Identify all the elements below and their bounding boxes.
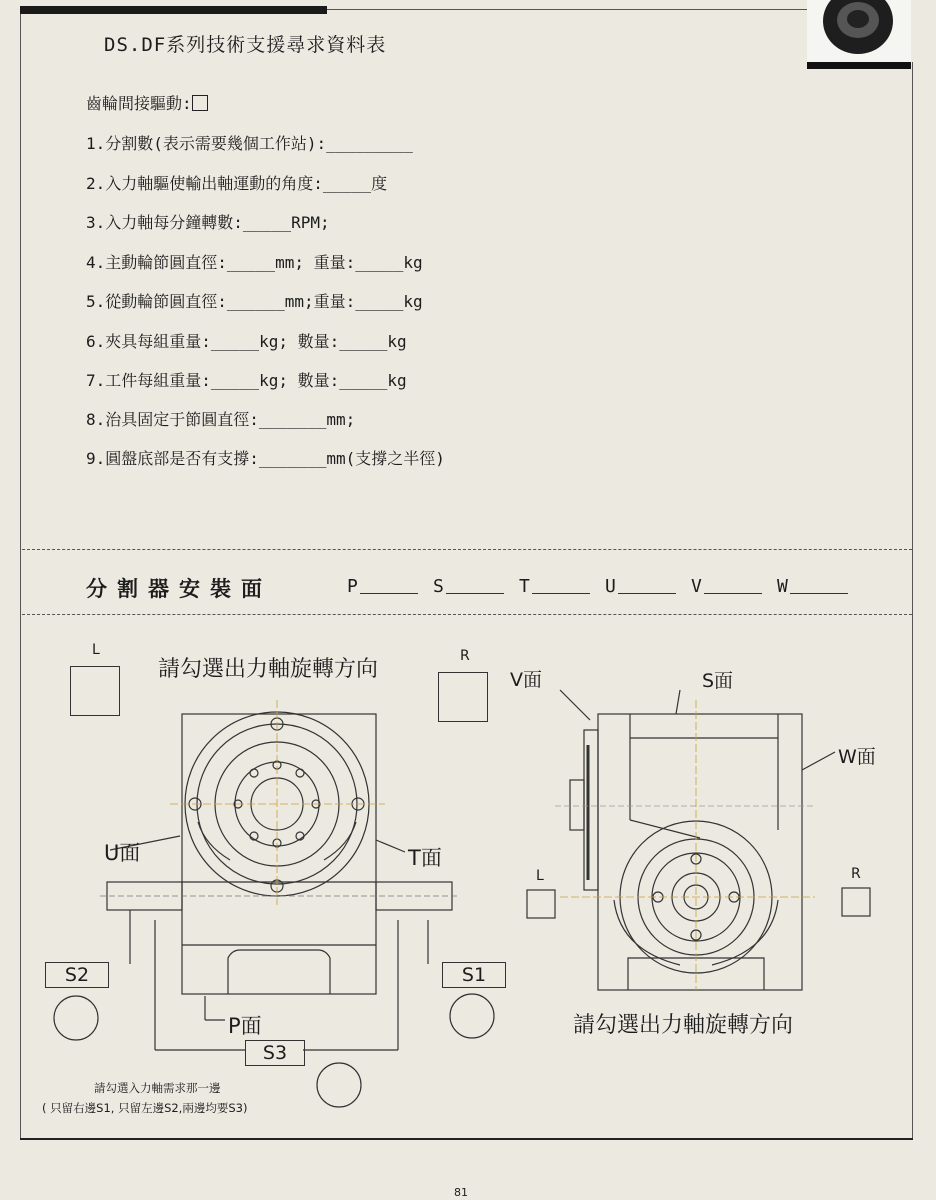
form-item-7: 7.工件每組重量:_____kg; 數量:_____kg <box>86 371 407 390</box>
p-face-label: P面 <box>228 1014 262 1038</box>
input-shaft-note: 請勾選入力軸需求那一邊 <box>94 1081 221 1095</box>
left-r-checkbox[interactable] <box>438 672 488 722</box>
form-item-1: 1.分割數(表示需要幾個工作站):_________ <box>86 134 413 153</box>
u-face-label: U面 <box>104 841 141 865</box>
form-item-5: 5.從動輪節圓直徑:______mm;重量:_____kg <box>86 292 423 311</box>
s1-option[interactable]: S1 <box>442 962 506 988</box>
right-r-label: R <box>851 866 861 882</box>
left-rotation-heading: 請勾選出力軸旋轉方向 <box>158 657 379 682</box>
face-label-t: T <box>519 576 530 597</box>
form-item-8: 8.治具固定于節圓直徑:_______mm; <box>86 410 356 429</box>
left-r-label: R <box>460 648 470 664</box>
page-title: DS.DF系列技術支援尋求資料表 <box>104 34 387 56</box>
right-indexer-drawing <box>527 690 870 990</box>
s-face-label: S面 <box>702 670 734 692</box>
s3-option[interactable]: S3 <box>245 1040 305 1066</box>
form-item-4: 4.主動輪節圓直徑:_____mm; 重量:_____kg <box>86 253 423 272</box>
s2-option[interactable]: S2 <box>45 962 109 988</box>
gear-drive-label: 齒輪間接驅動: <box>86 94 192 113</box>
v-face-label: V面 <box>510 669 542 691</box>
input-shaft-options-note: ( 只留右邊S1, 只留左邊S2,兩邊均要S3) <box>42 1101 248 1115</box>
face-label-v: V <box>691 576 702 597</box>
face-label-s: S <box>433 576 444 597</box>
face-label-u: U <box>605 576 616 597</box>
right-l-label: L <box>536 868 544 884</box>
t-face-label: T面 <box>408 846 442 870</box>
form-item-6: 6.夾具每組重量:_____kg; 數量:_____kg <box>86 332 407 351</box>
page-number: 81 <box>454 1186 468 1199</box>
face-label-p: P <box>347 576 358 597</box>
right-rotation-heading: 請勾選出力軸旋轉方向 <box>573 1013 794 1038</box>
form-item-2: 2.入力軸驅使輸出軸運動的角度:_____度 <box>86 174 388 193</box>
left-l-label: L <box>92 642 100 658</box>
face-label-w: W <box>777 576 788 597</box>
form-item-9: 9.圓盤底部是否有支撐:_______mm(支撐之半徑) <box>86 449 445 468</box>
mount-surface-title: 分割器安裝面 <box>86 577 272 601</box>
left-l-checkbox[interactable] <box>70 666 120 716</box>
form-item-3: 3.入力軸每分鐘轉數:_____RPM; <box>86 213 330 232</box>
w-face-label: W面 <box>838 746 876 768</box>
